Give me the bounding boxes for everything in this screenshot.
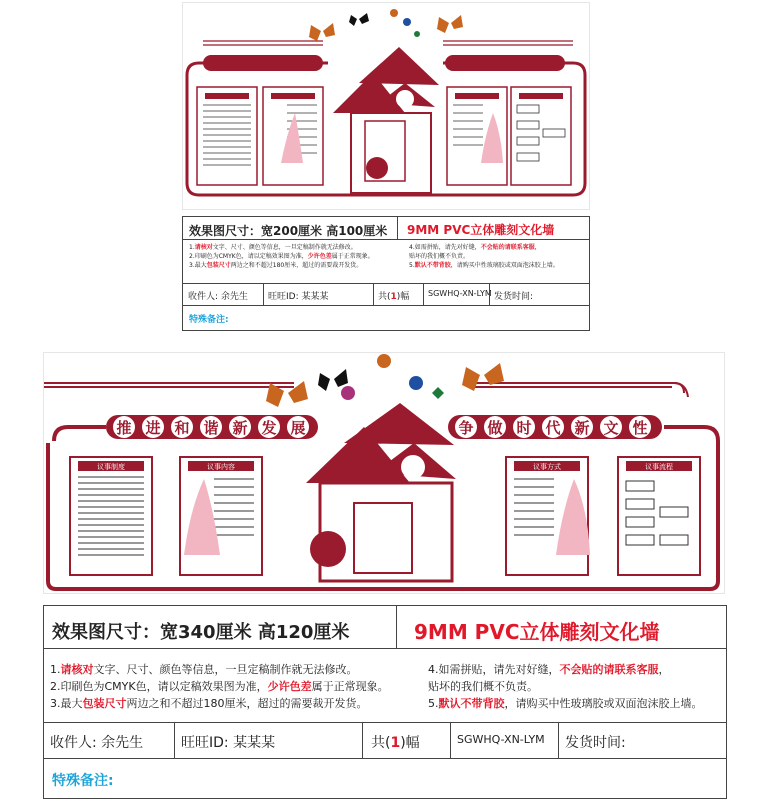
large-spec-table [43,605,727,799]
banner-char: 争 [458,419,474,437]
banner-char: 性 [632,419,648,437]
product-code: SGWHQ-XN-LYM [428,289,492,298]
board-title: 议事方式 [533,463,561,471]
board-title: 议事流程 [645,463,673,471]
wangwang-id: 旺旺ID: 某某某 [268,292,329,302]
note-line: 3.最大包装尺寸两边之和不超过180厘米，超过的需要裁开发货。 [50,697,368,710]
small-wall-art [183,3,589,209]
special-notes: 特殊备注: [52,773,114,789]
board-title: 议事内容 [207,463,235,471]
banner-char: 发 [261,419,277,437]
note-line: 2.印刷色为CMYK色，请以定稿效果图为准，少许色差属于正常现象。 [50,680,389,693]
large-wall-art [44,353,724,593]
note-line: 4.如需拼贴，请先对好缝，不会贴的请联系客服， [428,663,670,676]
note-line: 4.如需拼贴，请先对好缝，不会贴的请联系客服， [409,244,541,251]
banner-char: 进 [145,419,161,437]
note-line: 1.请核对文字、尺寸、颜色等信息，一旦定稿制作就无法修改。 [50,663,358,676]
panel-count: 共(1)幅 [378,292,410,302]
product-code: SGWHQ-XN-LYM [457,733,545,746]
note-line: 1.请核对文字、尺寸、颜色等信息，一旦定稿制作就无法修改。 [189,244,357,251]
size-label: 效果图尺寸：宽200厘米 高100厘米 [189,224,388,238]
banner-char: 展 [290,419,306,437]
banner-char: 谐 [203,419,219,437]
banner-char: 新 [574,419,590,437]
wangwang-id: 旺旺ID: 某某某 [181,735,276,751]
large-wall-preview [43,352,725,594]
note-line: 3.最大包装尺寸两边之和不超过180厘米，超过的需要裁开发货。 [189,262,363,269]
note-line: 贴坏的我们概不负责。 [409,253,470,260]
special-notes: 特殊备注: [189,315,229,325]
banner-char: 代 [545,419,561,437]
notes-left [189,243,374,270]
note-line: 贴坏的我们概不负责。 [428,680,538,693]
board-title: 议事制度 [97,463,125,471]
banner-char: 文 [603,419,619,437]
product-title: 9MM PVC立体雕刻文化墙 [407,223,555,237]
ship-time: 发货时间: [565,735,626,751]
notes-left [50,661,389,712]
notes-right [409,243,559,270]
ship-time: 发货时间: [494,292,534,302]
product-title: 9MM PVC立体雕刻文化墙 [414,620,660,644]
notes-right [428,661,703,712]
banner-char: 新 [232,419,248,437]
note-line: 2.印刷色为CMYK色，请以定稿效果图为准，少许色差属于正常现象。 [189,253,374,260]
note-line: 5.默认不带背胶，请购买中性玻璃胶或双面泡沫胶上墙。 [409,262,559,269]
banner-char: 推 [116,419,132,437]
recipient: 收件人: 余先生 [50,735,144,751]
small-wall-preview [182,2,590,210]
banner-char: 做 [487,419,503,437]
small-spec-table [182,216,590,331]
banner-char: 时 [516,419,532,437]
size-label: 效果图尺寸：宽340厘米 高120厘米 [52,622,350,643]
recipient: 收件人: 余先生 [188,292,248,302]
banner-char: 和 [174,419,190,437]
note-line: 5.默认不带背胶，请购买中性玻璃胶或双面泡沫胶上墙。 [428,697,703,710]
panel-count: 共(1)幅 [371,735,420,751]
